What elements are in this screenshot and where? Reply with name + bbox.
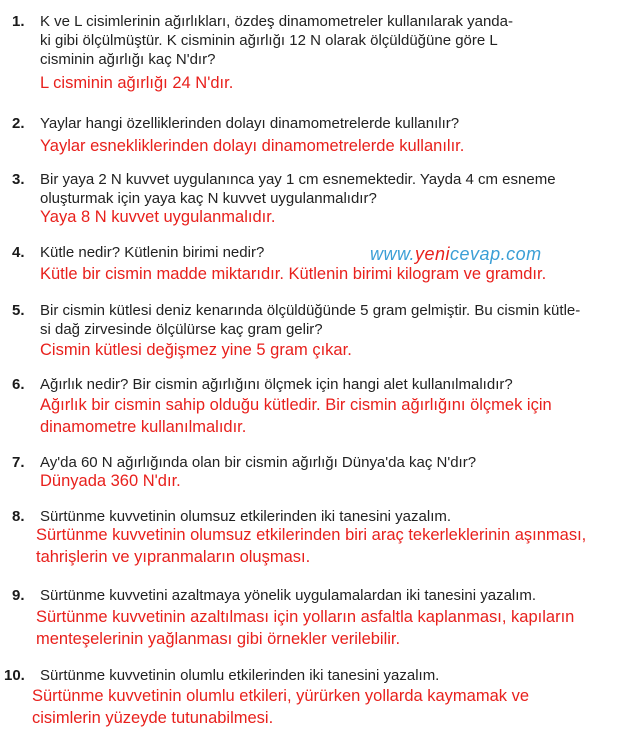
question-line: Ağırlık nedir? Bir cismin ağırlığını ölçmek için hangi alet kullanılmalıdır? bbox=[40, 376, 513, 393]
question-number: 8. bbox=[12, 508, 25, 525]
answer-text bbox=[40, 394, 638, 438]
answer-line: dinamometre kullanılmalıdır. bbox=[40, 418, 247, 436]
answer-line: cisimlerin yüzeyde tutunabilmesi. bbox=[32, 709, 274, 727]
answer-line: L cisminin ağırlığı 24 N'dır. bbox=[40, 74, 234, 92]
answer-text bbox=[40, 206, 638, 228]
answer-text bbox=[40, 339, 638, 361]
question-number: 5. bbox=[12, 302, 25, 319]
answer-text bbox=[40, 470, 638, 492]
question-text bbox=[40, 586, 628, 605]
question-line: oluşturmak için yaya kaç N kuvvet uygulanmalıdır? bbox=[40, 190, 377, 207]
question-line: si dağ zirvesinde ölçülürse kaç gram gelir? bbox=[40, 321, 323, 338]
answer-line: Sürtünme kuvvetinin olumsuz etkilerinden biri araç tekerleklerinin aşınması, bbox=[36, 526, 587, 544]
watermark-logo: www.yenicevap.com bbox=[370, 244, 542, 264]
question-line: Sürtünme kuvvetinin olumsuz etkilerinden iki tanesini yazalım. bbox=[40, 508, 452, 525]
answer-text bbox=[36, 524, 634, 568]
question-line: Bir cismin kütlesi deniz kenarında ölçüldüğünde 5 gram gelmiştir. Bu cismin kütle- bbox=[40, 302, 581, 319]
answer-text bbox=[36, 606, 634, 650]
question-number: 4. bbox=[12, 244, 25, 261]
question-number: 6. bbox=[12, 376, 25, 393]
question-text bbox=[40, 170, 628, 208]
question-line: ki gibi ölçülmüştür. K cisminin ağırlığı 12 N olarak ölçüldüğüne göre L bbox=[40, 32, 498, 49]
question-text bbox=[40, 114, 628, 133]
question-text bbox=[40, 301, 628, 339]
question-number: 1. bbox=[12, 13, 25, 30]
question-text bbox=[40, 243, 628, 262]
answer-line: Yaylar esnekliklerinden dolayı dinamometrelerde kullanılır. bbox=[40, 137, 465, 155]
question-line: Yaylar hangi özelliklerinden dolayı dinamometrelerde kullanılır? bbox=[40, 115, 460, 132]
answer-text bbox=[40, 263, 638, 285]
answer-text bbox=[40, 135, 638, 157]
answer-text bbox=[32, 685, 630, 729]
answer-line: Kütle bir cismin madde miktarıdır. Kütlenin birimi kilogram ve gramdır. bbox=[40, 265, 547, 283]
question-number: 10. bbox=[4, 667, 25, 684]
question-number: 9. bbox=[12, 587, 25, 604]
question-line: Bir yaya 2 N kuvvet uygulanınca yay 1 cm esnemektedir. Yayda 4 cm esneme bbox=[40, 171, 556, 188]
answer-line: Sürtünme kuvvetinin azaltılması için yolların asfaltla kaplanması, kapıların bbox=[36, 608, 575, 626]
question-line: Ay'da 60 N ağırlığında olan bir cismin ağırlığı Dünya'da kaç N'dır? bbox=[40, 454, 477, 471]
answer-line: Sürtünme kuvvetinin olumlu etkileri, yürürken yollarda kaymamak ve bbox=[32, 687, 530, 705]
question-line: Sürtünme kuvvetini azaltmaya yönelik uygulamalardan iki tanesini yazalım. bbox=[40, 587, 537, 604]
question-number: 3. bbox=[12, 171, 25, 188]
answer-line: Ağırlık bir cismin sahip olduğu kütledir. Bir cismin ağırlığını ölçmek için bbox=[40, 396, 552, 414]
answer-text bbox=[40, 72, 638, 94]
question-number: 7. bbox=[12, 454, 25, 471]
answer-line: menteşelerinin yağlanması gibi örnekler verilebilir. bbox=[36, 630, 401, 648]
question-text bbox=[40, 375, 628, 394]
question-text bbox=[40, 666, 628, 685]
question-text bbox=[40, 12, 628, 69]
question-line: Kütle nedir? Kütlenin birimi nedir? bbox=[40, 244, 265, 261]
answer-line: Dünyada 360 N'dır. bbox=[40, 472, 181, 490]
answer-line: tahrişlerin ve yıpranmaların oluşması. bbox=[36, 548, 311, 566]
answer-line: Yaya 8 N kuvvet uygulanmalıdır. bbox=[40, 208, 276, 226]
question-line: Sürtünme kuvvetinin olumlu etkilerinden iki tanesini yazalım. bbox=[40, 667, 440, 684]
question-number: 2. bbox=[12, 115, 25, 132]
answer-line: Cismin kütlesi değişmez yine 5 gram çıkar. bbox=[40, 341, 352, 359]
question-line: K ve L cisimlerinin ağırlıkları, özdeş dinamometreler kullanılarak yanda- bbox=[40, 13, 513, 30]
question-line: cisminin ağırlığı kaç N'dır? bbox=[40, 51, 216, 68]
